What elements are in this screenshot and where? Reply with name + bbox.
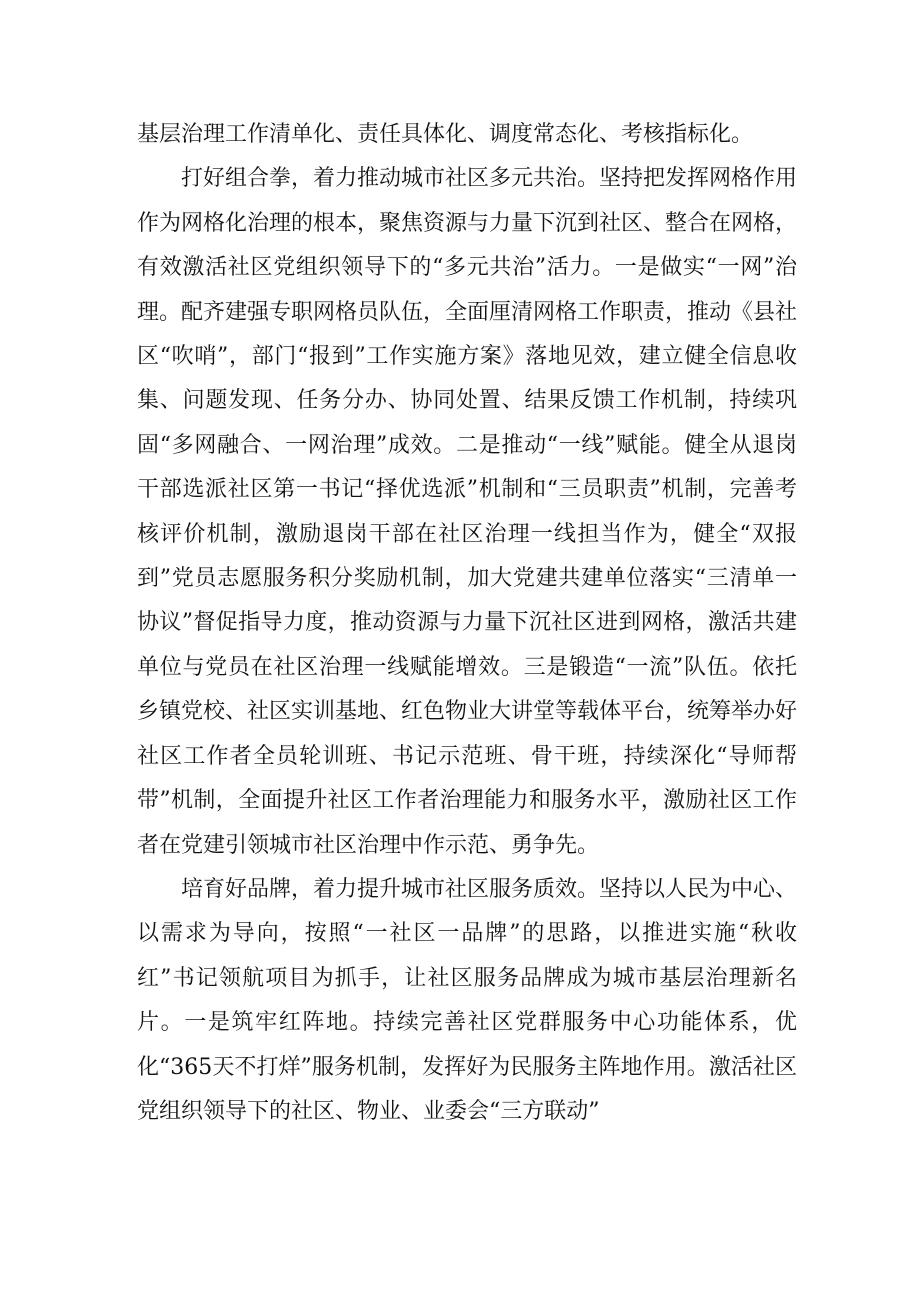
paragraph-continuation: 基层治理工作清单化、责任具体化、调度常态化、考核指标化。 — [137, 122, 754, 147]
document-body — [137, 113, 797, 1134]
paragraph-multi-governance: 打好组合拳，着力推动城市社区多元共治。坚持把发挥网格作用作为网格化治理的根本，聚焦资源与力量下沉到社区、整合在网格，有效激活社区党组织领导下的“多元共治”活力。一是做实“一网”治理。配齐建强专职网格员队伍，全面厘清网格工作职责，推动《县社区“吹哨”，部门“报到”工作实施方案》落地见效，建立健全信息收集、问题发现、任务分办、协同处置、结果反馈工作机制，持续巩固“多网融合、一网治理”成效。二是推动“一线”赋能。健全从退岗干部选派社区第一书记“择优选派”机制和“三员职责”机制，完善考核评价机制，激励退岗干部在社区治理一线担当作为，健全“双报到”党员志愿服务积分奖励机制，加大党建共建单位落实“三清单一协议”督促指导力度，推动资源与力量下沉社区进到网格，激活共建单位与党员在社区治理一线赋能增效。三是锻造“一流”队伍。依托乡镇党校、社区实训基地、红色物业大讲堂等载体平台，统筹举办好社区工作者全员轮训班、书记示范班、骨干班，持续深化“导师帮带”机制，全面提升社区工作者治理能力和服务水平，激励社区工作者在党建引领城市社区治理中作示范、勇争先。 — [137, 166, 798, 858]
paragraph-service-brand: 培育好品牌，着力提升城市社区服务质效。坚持以人民为中心、以需求为导向，按照“一社区一品牌”的思路，以推进实施“秋收红”书记领航项目为抓手，让社区服务品牌成为城市基层治理新名片。一是筑牢红阵地。持续完善社区党群服务中心功能体系，优化“365天不打烊”服务机制，发挥好为民服务主阵地作用。激活社区党组织领导下的社区、物业、业委会“三方联动” — [137, 876, 798, 1124]
